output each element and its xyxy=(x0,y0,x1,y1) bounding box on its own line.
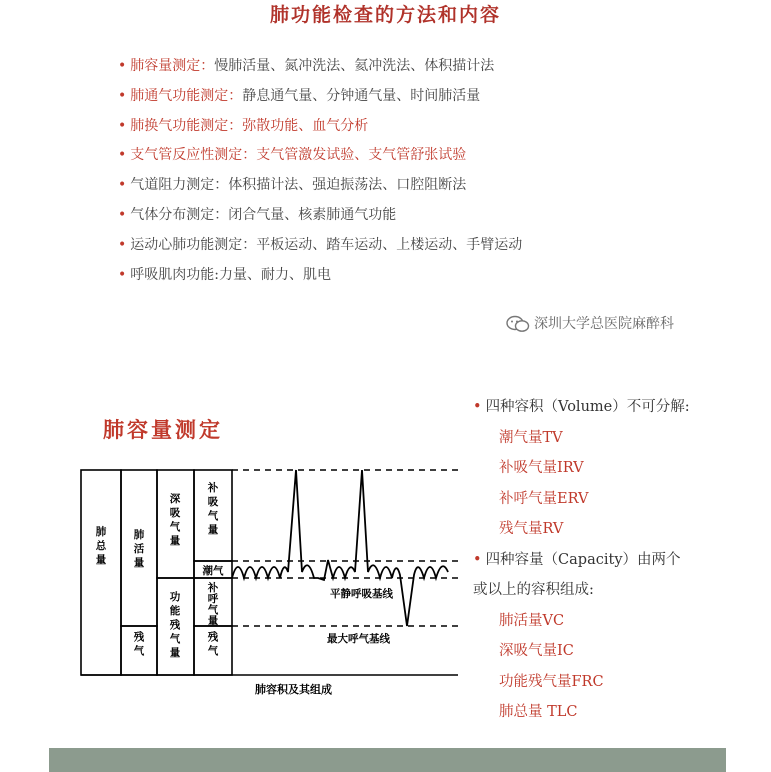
bullet: • xyxy=(118,236,127,253)
footer-bar xyxy=(49,748,726,772)
capacities-intro-line-2 xyxy=(473,578,690,609)
method-sep: ： xyxy=(242,236,257,253)
method-content: 支气管激发试验、支气管舒张试验 xyxy=(256,147,467,164)
box-vc xyxy=(121,470,157,626)
box-erv xyxy=(194,578,232,626)
capacity-item: 肺活量VC xyxy=(499,612,565,629)
capacities-intro-line xyxy=(473,548,690,579)
label-tlc: 肺总量 xyxy=(95,526,107,566)
capacity-item: 功能残气量FRC xyxy=(499,673,604,690)
method-item xyxy=(118,84,522,114)
method-label: 气体分布测定 xyxy=(130,206,215,223)
method-content: 体积描计法、强迫振荡法、口腔阻断法 xyxy=(228,177,467,194)
bullet: • xyxy=(118,87,127,104)
bullet: • xyxy=(473,399,482,415)
bullet: • xyxy=(118,147,127,164)
capacities-intro-1: 四种容量（Capacity）由两个 xyxy=(485,551,681,568)
method-sep: : xyxy=(214,266,219,283)
watermark xyxy=(506,313,674,333)
label-ic: 深吸气量 xyxy=(169,493,181,547)
method-content: 闭合气量、核素肺通气功能 xyxy=(228,206,397,223)
method-content: 平板运动、踏车运动、上楼运动、手臂运动 xyxy=(256,236,523,253)
breathing-trace xyxy=(232,470,448,626)
capacities-intro-2: 或以上的容积组成: xyxy=(473,582,594,598)
bullet: • xyxy=(118,177,127,194)
method-sep: ： xyxy=(200,58,215,74)
watermark-text: 深圳大学总医院麻醉科 xyxy=(534,316,674,332)
method-label: 呼吸肌肉功能 xyxy=(130,266,215,283)
label-baseline-calm: 平静呼吸基线 xyxy=(330,588,393,600)
method-label: 气道阻力测定 xyxy=(130,177,215,194)
bullet: • xyxy=(118,58,127,74)
volume-line xyxy=(473,517,690,548)
right-panel xyxy=(473,395,690,731)
method-label: 肺换气功能测定 xyxy=(130,117,229,134)
method-item xyxy=(118,114,522,144)
volume-line xyxy=(473,456,690,487)
capacity-line xyxy=(473,670,690,701)
box-rv-col4 xyxy=(194,626,232,675)
volumes-intro-line xyxy=(473,395,690,426)
box-irv xyxy=(194,470,232,561)
volume-item: 残气量RV xyxy=(499,521,564,537)
volume-item: 补呼气量ERV xyxy=(499,490,589,507)
label-rv4: 残气 xyxy=(207,631,219,657)
diagram-caption: 肺容积及其组成 xyxy=(255,683,332,696)
label-tv: 潮气 xyxy=(202,565,224,577)
capacity-line xyxy=(473,609,690,640)
label-erv: 补呼气量 xyxy=(207,582,219,627)
method-sep: ： xyxy=(214,177,229,194)
label-frc: 功能残气量 xyxy=(169,591,181,659)
box-rv-col2 xyxy=(121,626,157,675)
method-content: 弥散功能、血气分析 xyxy=(242,117,369,134)
capacity-item: 深吸气量IC xyxy=(499,643,574,659)
method-sep: ： xyxy=(228,87,243,104)
bullet: • xyxy=(473,551,482,568)
volume-item: 补吸气量IRV xyxy=(499,460,584,476)
bullet: • xyxy=(118,266,127,283)
label-vc: 肺活量 xyxy=(133,529,145,569)
box-tlc xyxy=(81,470,121,675)
box-tv xyxy=(194,561,232,578)
box-frc xyxy=(157,578,194,675)
section-title-lung-volume: 肺容量测定 xyxy=(103,417,223,442)
page-title: 肺功能检查的方法和内容 xyxy=(269,4,501,26)
method-item xyxy=(118,263,522,293)
method-label: 肺容量测定 xyxy=(130,58,201,74)
wechat-icon xyxy=(506,315,530,333)
label-rv2: 残气 xyxy=(133,631,145,657)
label-baseline-max: 最大呼气基线 xyxy=(327,633,390,645)
volume-line xyxy=(473,487,690,518)
method-content: 力量、耐力、肌电 xyxy=(218,266,331,283)
label-irv: 补吸气量 xyxy=(207,482,219,536)
method-label: 肺通气功能测定 xyxy=(130,87,229,104)
bullet: • xyxy=(118,117,127,134)
method-content: 静息通气量、分钟通气量、时间肺活量 xyxy=(242,87,481,104)
box-ic xyxy=(157,470,194,578)
volume-line xyxy=(473,426,690,457)
methods-list xyxy=(118,54,522,292)
method-item xyxy=(118,143,522,173)
method-content: 慢肺活量、氮冲洗法、氦冲洗法、体积描计法 xyxy=(214,58,495,74)
method-sep: ： xyxy=(228,117,243,134)
method-item xyxy=(118,203,522,233)
bullet: • xyxy=(118,206,127,223)
capacity-item: 肺总量 TLC xyxy=(499,704,578,720)
volume-item: 潮气量TV xyxy=(499,429,563,446)
method-sep: ： xyxy=(214,206,229,223)
method-sep: ： xyxy=(242,147,257,164)
capacity-line xyxy=(473,700,690,731)
method-item xyxy=(118,173,522,203)
method-label: 支气管反应性测定 xyxy=(130,147,243,164)
method-label: 运动心肺功能测定 xyxy=(130,236,243,253)
method-item xyxy=(118,54,522,84)
capacity-line xyxy=(473,639,690,670)
method-item xyxy=(118,233,522,263)
volumes-intro: 四种容积（Volume）不可分解: xyxy=(485,399,690,415)
